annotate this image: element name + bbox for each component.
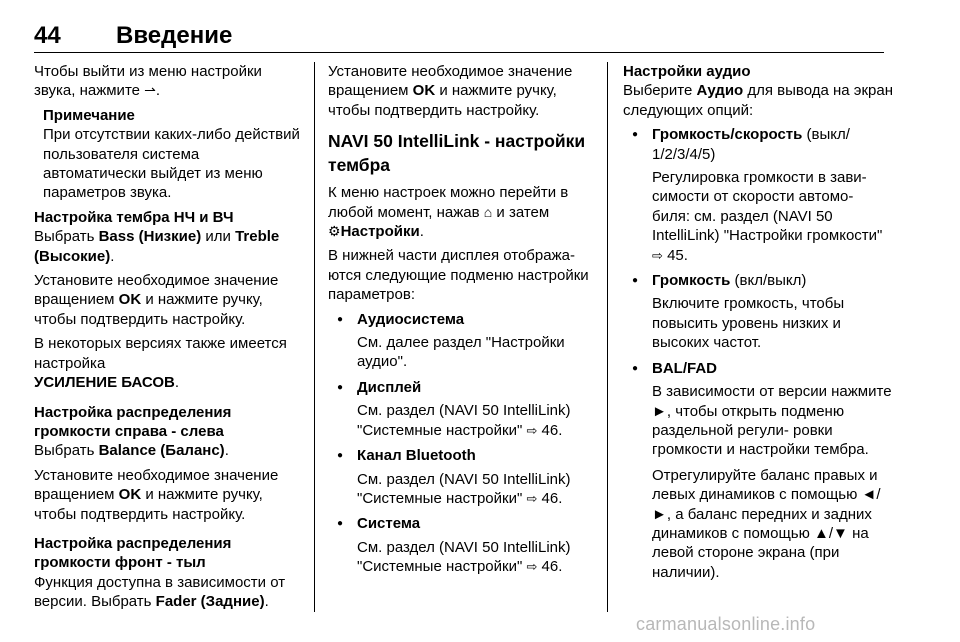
- page-ref-icon: ⇨: [526, 559, 538, 575]
- list-item: ● Система: [328, 514, 598, 533]
- list-item-text: Регулировка громкости в зави- симости от скорости автомо- биля: см. раздел (NAVI 50 IntelliLink) "Настройки громкости" ⇨ 45.: [652, 169, 883, 264]
- paragraph-set-value-fader: Установите необходимое значение вращением OK и нажмите ручку, чтобы подтвердить настройку.: [328, 63, 573, 119]
- paragraph-settings-intro: К меню настроек можно перейти в любой момент, нажав ⌂ и затем ⚙Настройки.: [328, 184, 569, 241]
- gear-icon: ⚙: [328, 223, 341, 240]
- list-item-text: См. раздел (NAVI 50 IntelliLink) "Системные настройки" ⇨ 46.: [357, 470, 571, 507]
- heading-fader: Настройка распределения громкости фронт - тыл: [34, 534, 232, 572]
- list-item: ● BAL/FAD: [623, 359, 895, 378]
- page-ref-icon: ⇨: [526, 422, 538, 438]
- heading-audio-settings: Настройки аудио: [623, 63, 751, 80]
- list-item-text: Отрегулируйте баланс правых и левых динамиков с помощью ◄/►, а баланс передних и задних динамиков с помощью ▲/▼ на левой стороне экрана (при наличии).: [652, 466, 881, 581]
- list-item-text: См. далее раздел "Настройки аудио".: [357, 334, 565, 371]
- column-1: [34, 62, 306, 617]
- paragraph-submenu-intro: В нижней части дисплея отобража- ются следующие подменю настройки параметров:: [328, 247, 589, 304]
- page-number: 44: [34, 22, 61, 49]
- paragraph-fader: Функция доступна в зависимости от версии. Выбрать Fader (Задние).: [34, 573, 286, 611]
- list-item: ● Громкость (вкл/выкл): [623, 271, 895, 290]
- list-item-text: См. раздел (NAVI 50 IntelliLink) "Системные настройки" ⇨ 46.: [357, 402, 571, 439]
- column-2: [328, 62, 598, 583]
- right-arrow-icon: ►: [652, 402, 667, 420]
- column-3: [623, 62, 895, 588]
- watermark: carmanualsonline.info: [636, 614, 816, 634]
- header-rule: [34, 52, 884, 53]
- back-arrow-icon: ⇀: [144, 82, 156, 99]
- list-item-text: См. раздел (NAVI 50 IntelliLink) "Системные настройки" ⇨ 46.: [357, 538, 571, 576]
- heading-balance: Настройка распределения громкости справа - слева: [34, 403, 232, 440]
- paragraph-set-value-balance: Установите необходимое значение вращением OK и нажмите ручку, чтобы подтвердить настройку.: [34, 466, 279, 523]
- column-divider: [607, 62, 608, 612]
- list-item: ● Канал Bluetooth: [328, 446, 598, 465]
- paragraph-audio-intro: Выберите Аудио для вывода на экран следующих опций:: [623, 82, 893, 119]
- note-text: При отсутствии каких-либо действий пользователя система автоматически выйдет из меню параметров звука.: [43, 126, 300, 202]
- note-title: Примечание: [43, 106, 135, 124]
- home-icon: ⌂: [483, 203, 493, 220]
- list-item: ● Дисплей: [328, 378, 598, 397]
- up-down-arrows-icon: ▲/▼: [814, 524, 848, 542]
- page-ref-icon: ⇨: [526, 490, 538, 506]
- list-item-text: Включите громкость, чтобы повысить уровень низких и высоких частот.: [652, 295, 845, 352]
- paragraph-select-bass-treble: Выбрать Bass (Низкие) или Treble (Высокие).: [34, 228, 280, 265]
- paragraph-set-value: Установите необходимое значение вращением OK и нажмите ручку, чтобы подтвердить настройку.: [34, 272, 279, 328]
- left-right-arrows-icon: ◄/►: [652, 486, 881, 523]
- list-item: ● Громкость/скорость (выкл/ 1/2/3/4/5): [623, 125, 895, 164]
- chapter-title: Введение: [116, 22, 233, 49]
- page-header: [34, 22, 884, 52]
- list-item: ● Аудиосистема: [328, 310, 598, 329]
- note: [43, 106, 306, 203]
- paragraph-exit: Чтобы выйти из меню настройки звука, нажмите ⇀.: [34, 63, 262, 100]
- section-heading-navi50: NAVI 50 IntelliLink - настройки тембра: [328, 131, 586, 176]
- column-divider: [314, 62, 315, 612]
- heading-bass-treble: Настройка тембра НЧ и ВЧ: [34, 208, 234, 226]
- page-ref-icon: ⇨: [652, 247, 663, 263]
- paragraph-some-versions: В некоторых версиях также имеется настройка УСИЛЕНИЕ БАСОВ.: [34, 335, 287, 392]
- paragraph-select-balance: Выбрать Balance (Баланс).: [34, 442, 229, 460]
- list-item-text: В зависимости от версии нажмите ►, чтобы открыть подменю раздельной регули- ровки громкости и настройки тембра.: [652, 383, 892, 459]
